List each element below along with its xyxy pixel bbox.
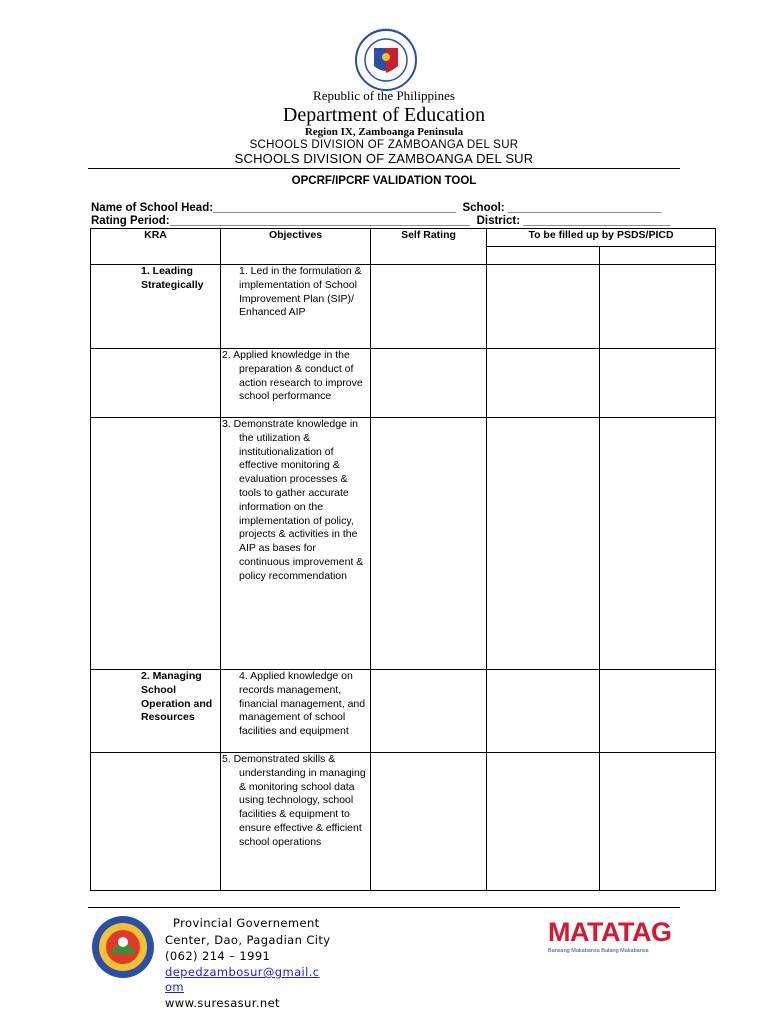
psds-rating-cell-b[interactable] (600, 753, 716, 891)
self-rating-cell[interactable] (371, 349, 487, 418)
footer-email-link[interactable]: depedzambosur@gmail.c (165, 965, 320, 979)
footer-website: www.suresasur.net (165, 996, 280, 1010)
self-rating-cell[interactable] (371, 753, 487, 891)
footer-address-1: Provincial Governement (173, 916, 320, 930)
region-line: Region IX, Zamboanga Peninsula (304, 126, 464, 138)
psds-rating-cell-b[interactable] (600, 265, 716, 349)
self-rating-cell[interactable] (371, 670, 487, 753)
table-row (91, 418, 716, 670)
psds-rating-cell-b[interactable] (600, 670, 716, 753)
header-divider (88, 168, 680, 169)
psds-rating-cell-a[interactable] (487, 418, 600, 670)
objective-cell: 1. Led in the formulation & implementation of School Improvement Plan (SIP)/ Enhanced AIP (221, 265, 371, 349)
kra-cell (91, 349, 221, 418)
kra-cell: 1. Leading Strategically (91, 265, 221, 349)
header-objectives: Objectives (221, 229, 371, 265)
matatag-wordmark: MATATAG (548, 917, 672, 947)
footer-email-link-cont[interactable]: om (165, 980, 185, 994)
kra-cell (91, 753, 221, 891)
table-row (91, 349, 716, 418)
matatag-tagline: Bansang Makabansa Batang Makabansa (548, 948, 649, 954)
deped-seal-logo (336, 28, 436, 92)
footer-address-2: Center, Dao, Pagadian City (165, 933, 331, 947)
republic-heading: Republic of the Philippines (313, 88, 455, 103)
header-psds: To be filled up by PSDS/PICD (487, 229, 716, 247)
kra-cell: 2. Managing School Operation and Resources (91, 670, 221, 753)
psds-cell-b[interactable] (600, 247, 716, 265)
footer-phone: (062) 214 – 1991 (165, 949, 271, 963)
psds-rating-cell-a[interactable] (487, 753, 600, 891)
kra-cell (91, 418, 221, 670)
division-seal-logo (90, 914, 156, 980)
psds-cell-a[interactable] (487, 247, 600, 265)
psds-rating-cell-a[interactable] (487, 265, 600, 349)
validation-table (90, 228, 716, 891)
table-row (91, 265, 716, 349)
objective-cell: 2. Applied knowledge in the preparation & conduct of action research to improve school performance (221, 349, 371, 418)
table-row (91, 670, 716, 753)
footer-divider (88, 907, 680, 908)
division-line-1: SCHOOLS DIVISION OF ZAMBOANGA DEL SUR (249, 139, 519, 151)
psds-rating-cell-a[interactable] (487, 349, 600, 418)
form-title: OPCRF/IPCRF VALIDATION TOOL (291, 175, 477, 187)
header-kra: KRA (91, 229, 221, 265)
header-self-rating: Self Rating (371, 229, 487, 265)
self-rating-cell[interactable] (371, 265, 487, 349)
table-header-row (91, 229, 716, 247)
self-rating-cell[interactable] (371, 418, 487, 670)
psds-rating-cell-a[interactable] (487, 670, 600, 753)
rating-period-line: Rating Period:_______________________________________________ District: _______________________ (91, 215, 671, 227)
psds-rating-cell-b[interactable] (600, 349, 716, 418)
department-title: Department of Education (282, 104, 486, 126)
matatag-logo (548, 917, 672, 959)
division-line-2: SCHOOLS DIVISION OF ZAMBOANGA DEL SUR (234, 151, 534, 166)
school-head-line: Name of School Head:______________________________________ School: ________________________ (91, 202, 662, 214)
table-row (91, 753, 716, 891)
objective-cell: 5. Demonstrated skills & understanding in managing & monitoring school data using technology, school facilities & equipment to ensure effective & efficient school operations (221, 753, 371, 891)
objective-cell: 4. Applied knowledge on records management, financial management, and management of school facilities and equipment (221, 670, 371, 753)
psds-rating-cell-b[interactable] (600, 418, 716, 670)
objective-cell: 3. Demonstrate knowledge in the utilization & institutionalization of effective monitoring & evaluation processes & tools to gather accurate information on the implementation of policy, projects & activities in the AIP as bases for continuous improvement & policy recommendation (221, 418, 371, 670)
